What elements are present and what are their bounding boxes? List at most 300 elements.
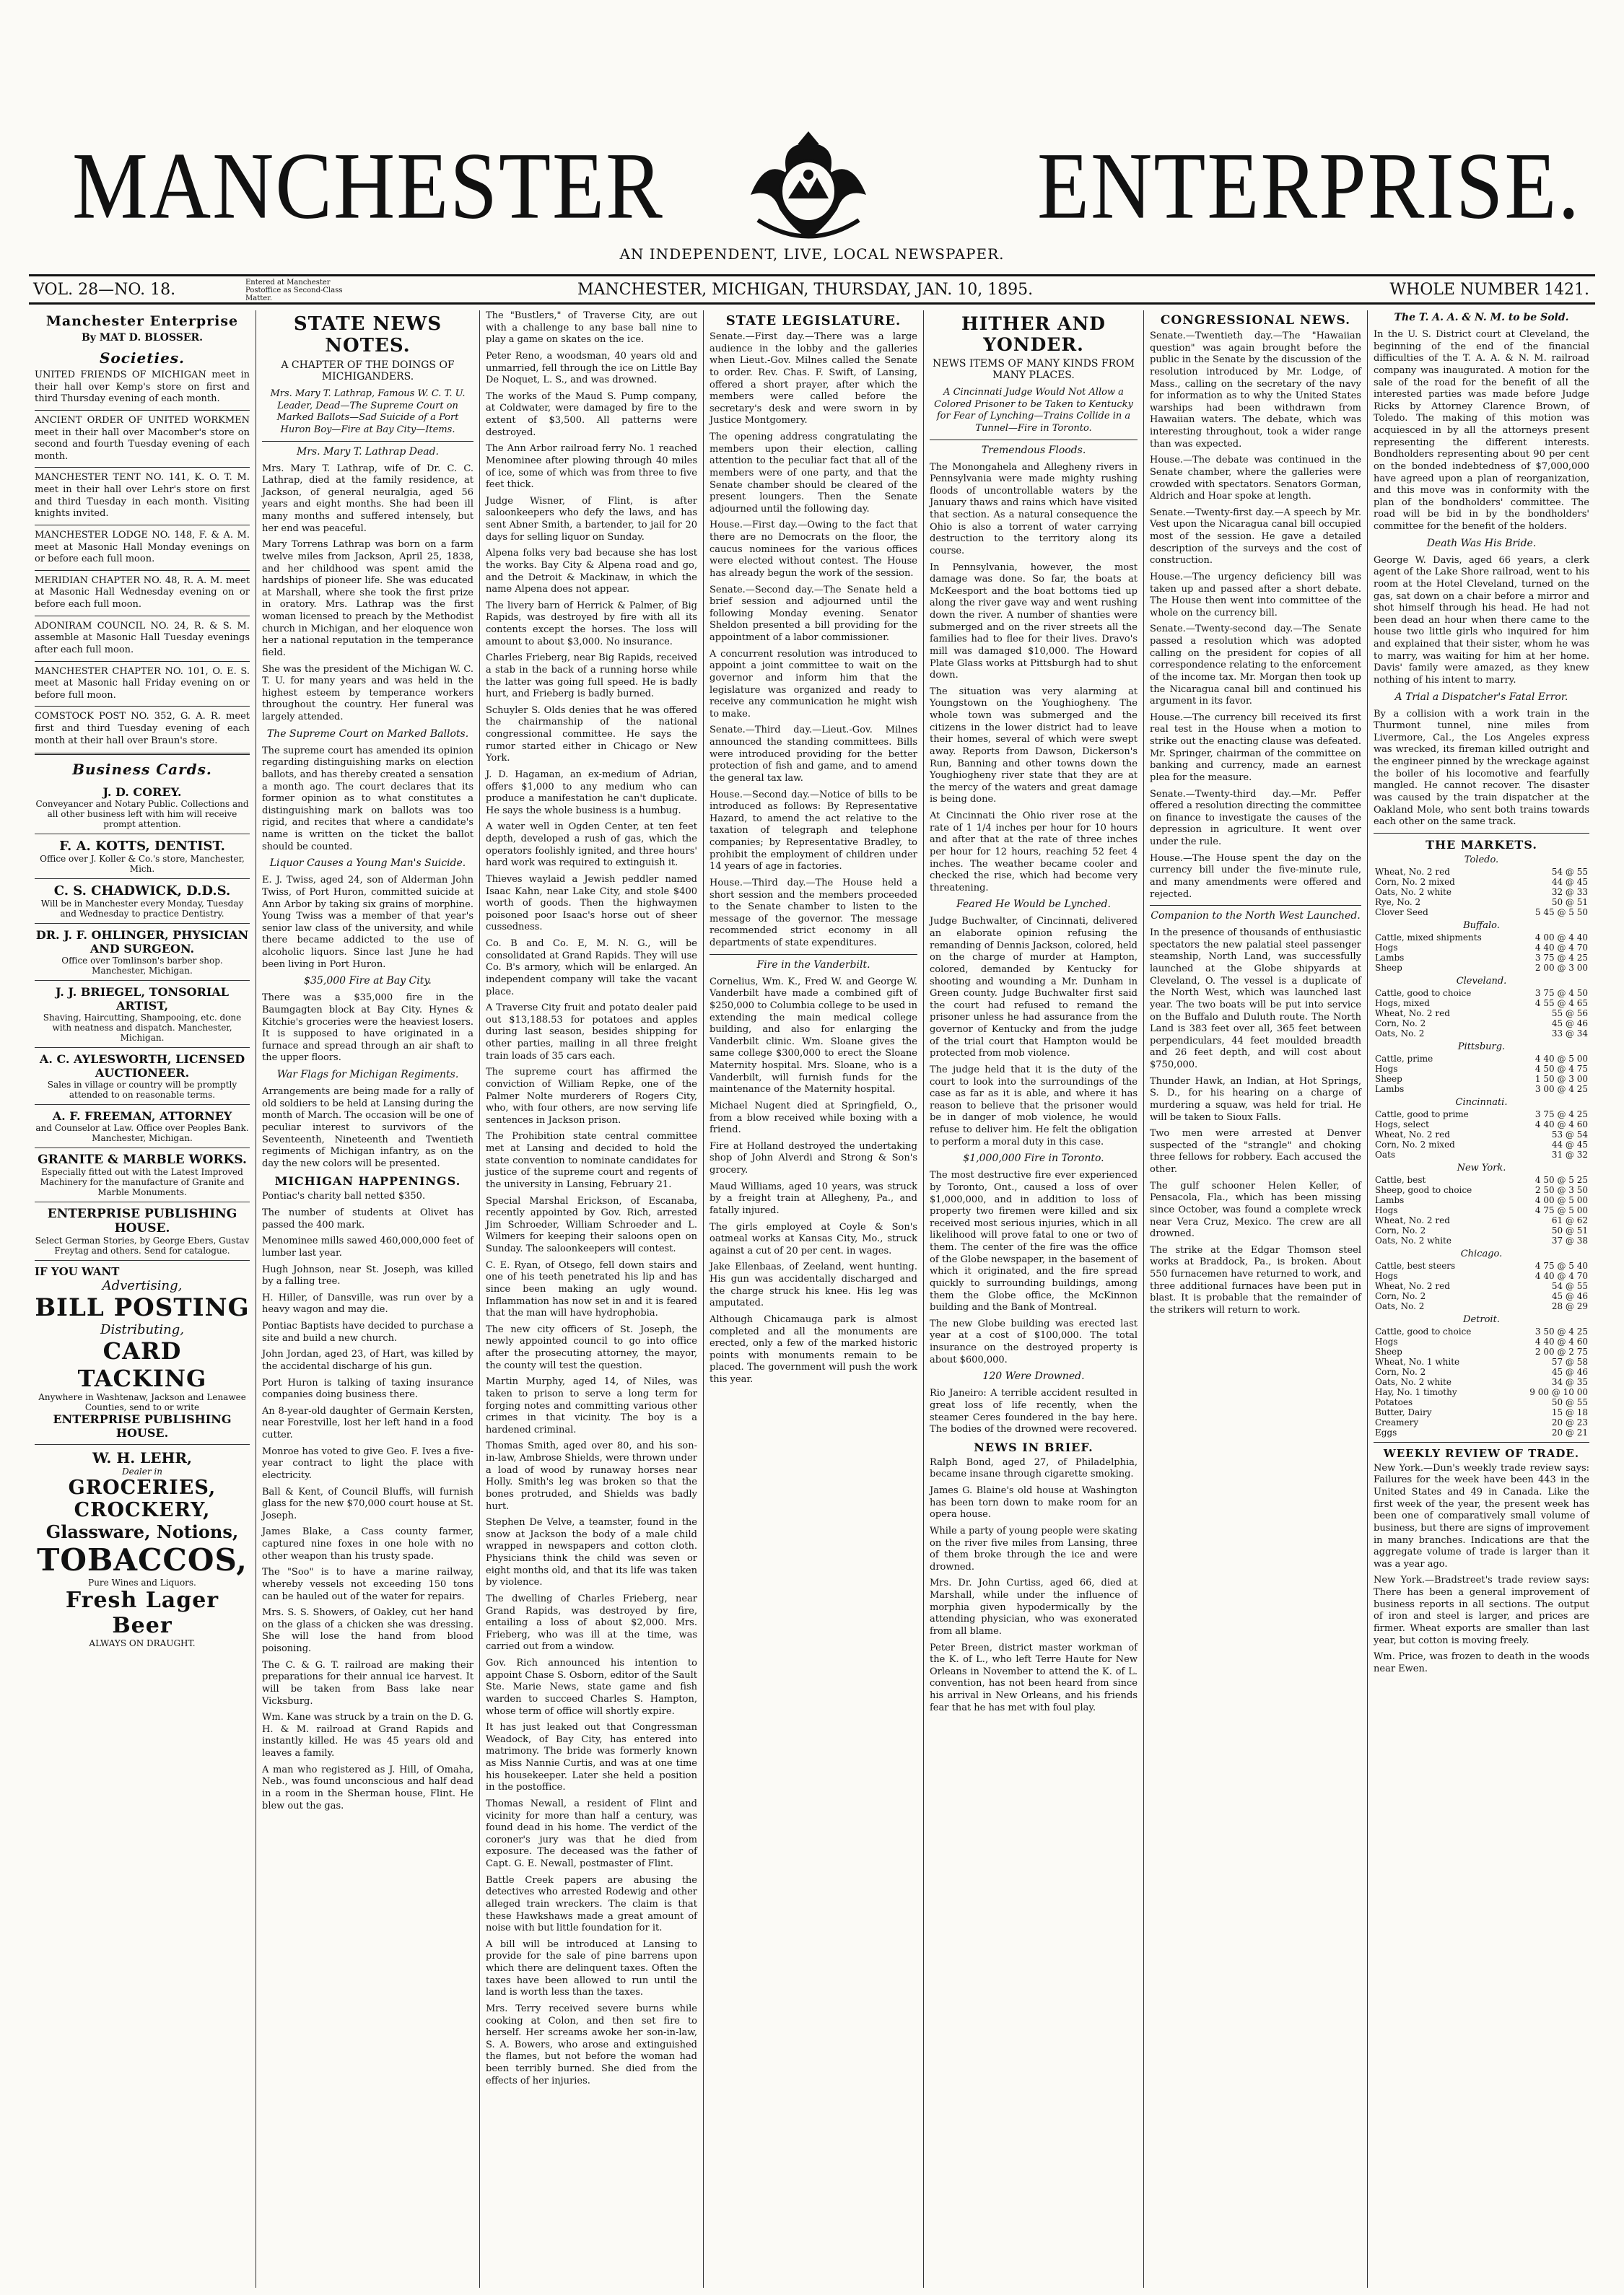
news-brief: The new city officers of St. Joseph, the newly appointed council to go into office after the prosecuting attorney, the mayor, the county will test the question.	[486, 1324, 697, 1371]
article-paragraph: The most destructive fire ever experienced by Toronto, Ont., caused a loss of over $1,000,000, and in addition to loss of property two firemen were killed and six received most serious injuries, which in all likelihood will prove fatal to one or two of them. The center of the fire was the office of the Globe newspaper, in the basement of which it originated, and the fire spread quickly to surrounding buildings, among them the Globe office, the McKinnon building and the Bank of Montreal.	[930, 1170, 1138, 1313]
market-row	[1374, 1291, 1589, 1301]
legislature-heading: STATE LEGISLATURE.	[725, 313, 902, 328]
commodity-name: Cattle, good to choice	[1375, 987, 1472, 998]
bill-posting-ad: IF YOU WANT Advertising, BILL POSTING Distributing, CARD TACKING Anywhere in Washtenaw, Jackson and Lenawee Counties, send to or write ENTERPRISE PUBLISHING HOUSE.	[35, 1261, 250, 1445]
commodity-price: 2 00 @ 3 00	[1534, 962, 1588, 973]
news-brief: Maud Williams, aged 10 years, was struck by a freight train at Allegheny, Pa., and fatally injured.	[710, 1181, 917, 1216]
news-brief: James G. Blaine's old house at Washington has been torn down to make room for an opera house.	[930, 1485, 1138, 1521]
society-item: COMSTOCK POST NO. 352, G. A. R. meet first and third Tuesday evening of each month at their hall over Braun's store.	[35, 711, 250, 746]
market-city: Buffalo.	[1463, 919, 1500, 931]
masthead-title-left: MANCHESTER	[72, 133, 664, 239]
market-row	[1374, 1387, 1589, 1397]
news-brief: Peter Breen, district master workman of the K. of L., who left Terre Haute for New Orleans in November to attend the K. of L. convention, has not been heard from since his arrival in New Orleans, and his friends fear that he has met with foul play.	[930, 1642, 1138, 1713]
market-row	[1374, 867, 1589, 877]
grocery-ad: W. H. LEHR, Dealer in GROCERIES, CROCKERY, Glassware, Notions, TOBACCOS, Pure Wines and Liquors. Fresh Lager Beer ALWAYS ON DRAUGHT.	[37, 1449, 248, 1649]
society-item: MANCHESTER TENT NO. 141, K. O. T. M. meet in their hall over Lehr's store on first and third Tuesday in each month. Visiting knights invited.	[35, 472, 250, 520]
commodity-price: 3 75 @ 4 25	[1534, 1109, 1588, 1119]
article-paragraph: The supreme court has amended its opinion regarding distinguishing marks on election ballots, and has thereby created a sensation a month ago. The court declares that its former opinion as to what constitutes a distinguishing mark on ballots was too rigid, and recites that where a candidate's name is written on the ticket the ballot should be counted.	[262, 745, 473, 852]
commodity-name: Hogs	[1375, 1270, 1398, 1281]
article-paragraph: New York.—Dun's weekly trade review says: Failures for the week have been 443 in the United States and 49 in Canada. Like the first week of the year, the present week has been one of comparatively small volume of business, but there are signs of improvement in many branches. Indications are that the aggregate volume of trade is larger than it was a year ago.	[1374, 1462, 1589, 1570]
commodity-price: 4 50 @ 4 75	[1534, 1063, 1588, 1074]
commodity-name: Wheat, No. 2 red	[1375, 1280, 1450, 1291]
business-card: J. J. BRIEGEL, TONSORIAL ARTIST, Shaving, Haircutting, Shampooing, etc. done with neatness and dispatch. Manchester, Michigan.	[35, 981, 250, 1048]
commodity-name: Wheat, No. 2 red	[1375, 1129, 1450, 1140]
news-brief: The works of the Maud S. Pump company, at Coldwater, were damaged by fire to the extent of $3,500. All patterns were destroyed.	[486, 390, 697, 438]
markets-table	[1374, 854, 1589, 1438]
commodity-name: Hogs	[1375, 1063, 1398, 1074]
news-brief: While a party of young people were skating on the river five miles from Lansing, three of them broke through the ice and were drowned.	[930, 1525, 1138, 1573]
market-row	[1374, 943, 1589, 953]
market-row	[1374, 1281, 1589, 1291]
commodity-name: Cattle, mixed shipments	[1375, 932, 1482, 943]
commodity-price: 4 40 @ 4 60	[1534, 1119, 1588, 1129]
news-brief: Charles Frieberg, near Big Rapids, received a stab in the back of a running horse while the latter was going full speed. He is badly hurt, and Frieberg is badly burned.	[486, 652, 697, 700]
masthead-tagline: AN INDEPENDENT, LIVE, LOCAL NEWSPAPER.	[619, 245, 1005, 263]
market-row	[1374, 1028, 1589, 1039]
commodity-name: Oats, No. 2	[1375, 1300, 1425, 1311]
commodity-name: Eggs	[1375, 1427, 1397, 1438]
commodity-name: Oats, No. 2 white	[1375, 886, 1451, 897]
news-brief: A water well in Ogden Center, at ten feet depth, developed a rush of gas, which the operators foolishly ignited, and three hours' hard work was required to extinguish it.	[486, 821, 697, 869]
market-row	[1374, 1175, 1589, 1185]
news-brief: It has just leaked out that Congressman Weadock, of Bay City, has entered into matrimony. The bride was formerly known as Miss Nannie Curtis, and was at one time his housekeeper. Later she held a position in the postoffice.	[486, 1722, 697, 1793]
commodity-name: Corn, No. 2	[1375, 1290, 1426, 1301]
commodity-price: 3 75 @ 4 50	[1534, 987, 1588, 998]
commodity-price: 4 40 @ 4 70	[1534, 1270, 1588, 1281]
commodity-price: 54 @ 55	[1551, 1280, 1588, 1291]
market-row	[1374, 1377, 1589, 1387]
column-markets	[1368, 310, 1595, 2288]
commodity-name: Cattle, good to prime	[1375, 1109, 1469, 1119]
market-row	[1374, 1074, 1589, 1084]
market-city: New York.	[1457, 1162, 1506, 1173]
news-brief: Jake Ellenbaas, of Zeeland, went hunting. His gun was accidentally discharged and the charge struck his knee. His leg was amputated.	[710, 1262, 917, 1309]
market-city: Cincinnati.	[1455, 1096, 1508, 1108]
commodity-price: 45 @ 46	[1551, 1290, 1588, 1301]
commodity-name: Hay, No. 1 timothy	[1375, 1386, 1457, 1397]
market-row	[1374, 1397, 1589, 1407]
article-paragraph: Arrangements are being made for a rally of old soldiers to be held at Lansing during the month of March. The occasion will be one of peculiar interest to survivors of the Seventeenth, Nineteenth and Twentieth regiments of Michigan infantry, as on the day the new colors will be presented.	[262, 1086, 473, 1169]
society-item: ADONIRAM COUNCIL NO. 24, R. & S. M. assemble at Masonic Hall Tuesday evenings after each full moon.	[35, 620, 250, 655]
article-paragraph: At Cincinnati the Ohio river rose at the rate of 1 1/4 inches per hour for 10 hours and after that at the rate of three inches per hour for 12 hours, reaching 52 feet 4 inches. The weather became cooler and checked the rise, which had become very threatening.	[930, 810, 1138, 893]
society-item: UNITED FRIENDS OF MICHIGAN meet in their hall over Kemp's store on first and third Thursday evening of each month.	[35, 370, 250, 405]
article-paragraph: House.—The currency bill received its first real test in the House when a motion to strike out the enacting clause was defeated. Mr. Springer, chairman of the committee on banking and currency, made an earnest plea for the measure.	[1150, 712, 1361, 783]
market-row	[1374, 1428, 1589, 1438]
market-price-table	[1374, 1175, 1589, 1246]
market-city: Cleveland.	[1456, 975, 1507, 987]
market-row	[1374, 953, 1589, 963]
commodity-price: 4 00 @ 4 40	[1534, 932, 1588, 943]
article-paragraph: Mrs. Mary T. Lathrap, wife of Dr. C. C. Lathrap, died at the family residence, at Jackson, of general neuralgia, aged 56 years and eight months. She had been ill many months and suffered intensely, but her end was peaceful.	[262, 463, 473, 534]
news-brief: H. Hiller, of Dansville, was run over by a heavy wagon and may die.	[262, 1292, 473, 1316]
market-row	[1374, 1140, 1589, 1150]
news-brief: Pontiac Baptists have decided to purchase a site and build a new church.	[262, 1321, 473, 1344]
article-subhead: Mrs. Mary T. Lathrap Dead.	[296, 445, 440, 458]
news-brief: Although Chicamauga park is almost completed and all the monuments are erected, only a few of the marked historic points with monuments remain to be placed. The government will push the work this year.	[710, 1313, 917, 1385]
market-row	[1374, 1054, 1589, 1064]
market-row	[1374, 963, 1589, 973]
article-paragraph: New York.—Bradstreet's trade review says: There has been a general improvement of business reports in all sections. The output of iron and steel is larger, and prices are firmer. Wheat exports are smaller than last year, but cotton is moving freely.	[1374, 1575, 1589, 1646]
article-paragraph: The opening address congratulating the members upon their election, calling attention to the peculiar fact that all of the members were of one party, and that the Senate chamber should be cleared of the present loungers. Then the Senate adjourned until the following day.	[710, 432, 917, 515]
state-news-summary: Mrs. Mary T. Lathrap, Famous W. C. T. U. Leader, Dead—The Supreme Court on Marked Ballots—Sad Suicide of a Port Huron Boy—Fire at Bay City—Items.	[270, 388, 466, 435]
commodity-name: Lambs	[1375, 1083, 1405, 1094]
commodity-name: Oats	[1375, 1149, 1395, 1160]
news-brief: The gulf schooner Helen Keller, of Pensacola, Fla., which has been missing since October, was found a complete wreck near Vera Cruz, Mexico. The crew are all drowned.	[1150, 1180, 1361, 1240]
news-brief: Wm. Price, was frozen to death in the woods near Ewen.	[1374, 1651, 1589, 1674]
news-brief: The dwelling of Charles Frieberg, near Grand Rapids, was destroyed by fire, entailing a loss of about $2,000. Mrs. Frieberg, who was ill at the time, was carried out from a window.	[486, 1593, 697, 1653]
article-paragraph: House.—The House spent the day on the currency bill under the five-minute rule, and many amendments were offered and rejected.	[1150, 852, 1361, 900]
commodity-name: Corn, No. 2 mixed	[1375, 876, 1455, 887]
article-paragraph: Senate.—First day.—There was a large audience in the lobby and the galleries when Lieut.-Gov. Milnes called the Senate to order. Rev. Chas. F. Swift, of Lansing, offered a short prayer, after which the members were called before the secretary's desk and were sworn in by Justice Montgomery.	[710, 331, 917, 427]
volume-number: VOL. 28—NO. 18.	[33, 281, 176, 299]
market-row	[1374, 1084, 1589, 1094]
commodity-price: 4 75 @ 5 00	[1534, 1205, 1588, 1215]
commodity-price: 28 @ 29	[1551, 1300, 1588, 1311]
news-brief: The livery barn of Herrick & Palmer, of Big Rapids, was destroyed by fire with all its contents except the horses. The loss will amount to about $3,000. No insurance.	[486, 600, 697, 647]
article-subhead: 120 Were Drowned.	[982, 1371, 1085, 1383]
commodity-name: Cattle, best	[1375, 1174, 1426, 1185]
article-subhead: War Flags for Michigan Regiments.	[276, 1069, 459, 1080]
market-city: Detroit.	[1463, 1313, 1500, 1325]
commodity-price: 20 @ 23	[1551, 1417, 1588, 1428]
market-row	[1374, 1225, 1589, 1236]
market-city: Chicago.	[1460, 1248, 1503, 1259]
commodity-price: 45 @ 46	[1551, 1366, 1588, 1377]
commodity-price: 33 @ 34	[1551, 1028, 1588, 1039]
whole-number: WHOLE NUMBER 1421.	[1389, 281, 1589, 299]
commodity-price: 50 @ 51	[1551, 896, 1588, 907]
article-paragraph: The Monongahela and Allegheny rivers in Pennsylvania were made mighty rushing floods of uncontrollable waters by the January thaws and rains which have visited that section. As a natural consequence the Ohio is also a torrent of water carrying destruction to the territory along its course.	[930, 461, 1138, 556]
article-paragraph: E. J. Twiss, aged 24, son of Alderman John Twiss, of Port Huron, committed suicide at Ann Arbor by taking six grains of morphine. Young Twiss was a member of that year's senior law class of the university, and while there became addicted to the use of alcoholic liquors. Since last June he had been living in Port Huron.	[262, 875, 473, 970]
news-brief: Hugh Johnson, near St. Joseph, was killed by a falling tree.	[262, 1264, 473, 1288]
news-brief: Thunder Hawk, an Indian, at Hot Springs, S. D., for his hearing on a charge of murdering a squaw, was held for trial. He will be taken to Sioux Falls.	[1150, 1075, 1361, 1123]
article-paragraph: House.—First day.—Owing to the fact that there are no Democrats on the floor, the caucus nominees for the various offices were elected without contest. The House has already begun the work of the session.	[710, 520, 917, 579]
commodity-price: 2 50 @ 3 50	[1534, 1184, 1588, 1195]
news-brief: Thieves waylaid a Jewish peddler named Isaac Kahn, near Lake City, and stole $400 worth of goods. Then the highwaymen poisoned poor Isaac's horse out of sheer cussedness.	[486, 873, 697, 933]
commodity-price: 50 @ 51	[1551, 1225, 1588, 1236]
news-brief: A Traverse City fruit and potato dealer paid out $13,188.53 for potatoes and apples during last season, besides shipping for other parties, mailing in all three freight train loads of 35 cars each.	[486, 1002, 697, 1062]
market-row	[1374, 887, 1589, 897]
markets-heading: THE MARKETS.	[1426, 837, 1537, 852]
news-brief: J. D. Hagaman, an ex-medium of Adrian, offers $1,000 to any medium who can produce a manifestation he can't duplicate. He says the whole business is a humbug.	[486, 769, 697, 816]
business-cards-heading: Business Cards.	[72, 761, 212, 779]
news-brief: Pontiac's charity ball netted $350.	[262, 1191, 426, 1202]
commodity-name: Hogs, mixed	[1375, 997, 1430, 1008]
commodity-price: 4 40 @ 5 00	[1534, 1053, 1588, 1064]
article-subhead: Companion to the North West Launched.	[1151, 910, 1361, 922]
market-city: Pittsburg.	[1457, 1041, 1506, 1052]
issue-date: MANCHESTER, MICHIGAN, THURSDAY, JAN. 10, 1895.	[577, 281, 1034, 299]
editor-line: By MAT D. BLOSSER.	[81, 332, 204, 344]
market-row	[1374, 1261, 1589, 1271]
commodity-name: Corn, No. 2	[1375, 1225, 1426, 1236]
commodity-name: Oats, No. 2 white	[1375, 1235, 1451, 1246]
market-row	[1374, 1109, 1589, 1119]
commodity-price: 2 00 @ 2 75	[1534, 1346, 1588, 1357]
market-row	[1374, 1215, 1589, 1225]
article-paragraph: House.—Second day.—Notice of bills to be introduced as follows: By Representative Hazard, to amend the act relative to the taxation of telegraph and telephone companies; by Representative Bradley, to prohibit the employment of children under 14 years of age in factories.	[710, 789, 917, 873]
commodity-name: Corn, No. 2 mixed	[1375, 1139, 1455, 1150]
news-brief: A man who registered as J. Hill, of Omaha, Neb., was found unconscious and half dead in a room in the Sherman house, Flint. He blew out the gas.	[262, 1764, 473, 1811]
commodity-price: 9 00 @ 10 00	[1529, 1386, 1588, 1397]
news-brief: The number of students at Olivet has passed the 400 mark.	[262, 1207, 473, 1230]
news-brief: Alpena folks very bad because she has lost the works. Bay City & Alpena road and go, and the Detroit & Mackinaw, in which the name Alpena does not appear.	[486, 548, 697, 595]
market-row	[1374, 1018, 1589, 1028]
article-paragraph: The judge held that it is the duty of the court to look into the surroundings of the case as far as it is able, and where it has reason to believe that the prisoner would be in danger of mob violence, he would refuse to deliver him. He felt the obligation to perform a moral duty in this case.	[930, 1064, 1138, 1148]
article-subhead: The T. A. A. & N. M. to be Sold.	[1394, 312, 1569, 323]
news-brief: Co. B and Co. E, M. N. G., will be consolidated at Grand Rapids. They will use Co. B's armory, which will be enlarged. An independent company will take the vacant place.	[486, 938, 697, 997]
column-congress	[1144, 310, 1368, 2288]
granite-works-ad: GRANITE & MARBLE WORKS. Especially fitted out with the Latest Improved Machinery for the manufacture of Granite and Marble Monuments.	[35, 1148, 250, 1202]
news-brief: The girls employed at Coyle & Son's oatmeal works at Kansas City, Mo., struck against a cut of 20 per cent. in wages.	[710, 1221, 917, 1256]
market-row	[1374, 1205, 1589, 1215]
news-brief: An 8-year-old daughter of Germain Kersten, near Forestville, lost her left hand in a food cutter.	[262, 1405, 473, 1441]
commodity-name: Wheat, No. 1 white	[1375, 1356, 1460, 1367]
news-brief: Mrs. S. S. Showers, of Oakley, cut her hand on the glass of a chicken she was dressing. She will lose the hand from blood poisoning.	[262, 1607, 473, 1654]
market-row	[1374, 897, 1589, 907]
columns	[29, 310, 1595, 2288]
market-row	[1374, 1301, 1589, 1311]
news-brief: Judge Wisner, of Flint, is after saloonkeepers who defy the laws, and has sent Abner Smith, a bartender, to jail for 20 days for selling liquor on Sunday.	[486, 495, 697, 543]
hither-yonder-subheading: NEWS ITEMS OF MANY KINDS FROM MANY PLACES.	[933, 358, 1135, 381]
society-item: ANCIENT ORDER OF UNITED WORKMEN meet in their hall over Macomber's store on second and fourth Tuesday evening of each month.	[35, 414, 250, 462]
news-brief: Gov. Rich announced his intention to appoint Chase S. Osborn, editor of the Sault Ste. Marie News, state game and fish warden to succeed Charles S. Hampton, whose term of office will shortly expire.	[486, 1658, 697, 1717]
market-row	[1374, 1008, 1589, 1018]
commodity-price: 3 00 @ 4 25	[1534, 1083, 1588, 1094]
commodity-name: Oats, No. 2 white	[1375, 1376, 1451, 1387]
commodity-price: 5 45 @ 5 50	[1534, 906, 1588, 917]
market-price-table	[1374, 988, 1589, 1039]
business-card: F. A. KOTTS, DENTIST. Office over J. Koller & Co.'s store, Manchester, Mich.	[35, 834, 250, 879]
article-paragraph: There was a $35,000 fire in the Baumgagten block at Bay City. Hynes & Kitchie's groceries were the heaviest losers. It is supposed to have originated in a furnace and spread through an air shaft to the upper floors.	[262, 992, 473, 1064]
article-paragraph: House.—Third day.—The House held a short session and the members proceeded to the Senate chamber to listen to the message of the governor. The message recommended strict economy in all departments of state expenditures.	[710, 877, 917, 948]
masthead-title-right: ENTERPRISE.	[1037, 133, 1581, 239]
article-paragraph: In Pennsylvania, however, the most damage was done. So far, the boats at McKeesport and the boat bottoms tied up along the river gave way and went rushing down the river. A number of shanties were submerged and on the river streets all the families had to flee for their lives. Dravo's mill was damaged $10,000. The Howard Plate Glass works at Pittsburgh had to shut down.	[930, 561, 1138, 681]
news-brief: The strike at the Edgar Thomson steel works at Braddock, Pa., is broken. About 550 furnacemen have returned to work, and three additional furnaces have been put in blast. It is probable that the remainder of the strikers will return to work.	[1150, 1244, 1361, 1316]
commodity-name: Cattle, prime	[1375, 1053, 1433, 1064]
news-brief: Wm. Kane was struck by a train on the D. G. H. & M. railroad at Grand Rapids and instantly killed. He was 45 years old and leaves a family.	[262, 1712, 473, 1759]
article-paragraph: In the presence of thousands of enthusiastic spectators the new palatial steel passenger steamship, North Land, was successfully launched at the Globe shipyards at Cleveland, O. The vessel is a duplicate of the North West, which was launched last year. The two boats will be put into service on the Buffalo and Duluth route. The North Land is 383 feet over all, 365 feet between perpendiculars, 44 feet moulded breadth and 26 feet depth, and will cost about $750,000.	[1150, 927, 1361, 1070]
column-state-items	[480, 310, 704, 2288]
commodity-price: 4 40 @ 4 70	[1534, 942, 1588, 953]
commodity-price: 50 @ 55	[1551, 1396, 1588, 1407]
society-item: MANCHESTER LODGE NO. 148, F. & A. M. meet at Masonic Hall Monday evenings on or before each full moon.	[35, 529, 250, 565]
article-paragraph: She was the president of the Michigan W. C. T. U. for many years and was held in the highest esteem by temperance workers throughout the country. Her funeral was largely attended.	[262, 663, 473, 722]
business-card: C. S. CHADWICK, D.D.S. Will be in Manchester every Monday, Tuesday and Wednesday to practice Dentistry.	[35, 879, 250, 924]
news-brief: Stephen De Velve, a teamster, found in the snow at Jackson the body of a male child wrapped in newspapers and cotton cloth. Physicians think the child was seven or eight months old, and that its life was taken by violence.	[486, 1517, 697, 1588]
news-brief: The Prohibition state central committee met at Lansing and decided to hold the state convention to nominate candidates for justice of the supreme court and regents of the university in Lansing, February 21.	[486, 1131, 697, 1190]
article-paragraph: Mary Torrens Lathrap was born on a farm twelve miles from Jackson, April 25, 1838, and her childhood was spent amid the hardships of pioneer life. She was educated at Marshall, where she took the first prize in oratory. Mrs. Lathrap was the first woman licensed to preach by the Methodist church in Michigan, and her eloquence won her a national reputation in the temperance field.	[262, 539, 473, 658]
news-brief: John Jordan, aged 23, of Hart, was killed by the accidental discharge of his gun.	[262, 1349, 473, 1372]
hither-yonder-summary: A Cincinnati Judge Would Not Allow a Colored Prisoner to be Taken to Kentucky for Fear of Lynching—Trains Collide in a Tunnel—Fire in Toronto.	[934, 387, 1133, 434]
societies-heading: Societies.	[99, 349, 185, 367]
commodity-price: 1 50 @ 3 00	[1534, 1073, 1588, 1084]
commodity-price: 34 @ 35	[1551, 1376, 1588, 1387]
business-card: DR. J. F. OHLINGER, PHYSICIAN AND SURGEON. Office over Tomlinson's barber shop. Manchester, Michigan.	[35, 924, 250, 981]
commodity-name: Sheep	[1375, 1073, 1402, 1084]
commodity-price: 44 @ 45	[1551, 1139, 1588, 1150]
article-paragraph: House.—The debate was continued in the Senate chamber, where the galleries were crowded with spectators. Senators Gorman, Aldrich and Hoar spoke at length.	[1150, 455, 1361, 502]
commodity-name: Clover Seed	[1375, 906, 1428, 917]
news-brief: Battle Creek papers are abusing the detectives who arrested Rodewig and other alleged train wreckers. The claim is that these Hawkshaws made a great amount of noise with but little foundation for it.	[486, 1874, 697, 1934]
commodity-price: 54 @ 55	[1551, 866, 1588, 877]
market-row	[1374, 1129, 1589, 1140]
society-item: MERIDIAN CHAPTER NO. 48, R. A. M. meet at Masonic Hall Wednesday evening on or before each full moon.	[35, 574, 250, 610]
commodity-name: Butter, Dairy	[1375, 1407, 1432, 1417]
news-brief: The C. & G. T. railroad are making their preparations for their annual ice harvest. It will be taken from Bass lake near Vicksburg.	[262, 1659, 473, 1707]
article-subhead: Liquor Causes a Young Man's Suicide.	[269, 857, 466, 870]
postal-entry-note: Entered at Manchester Postoffice as Second-Class Matter.	[245, 279, 343, 302]
commodity-price: 4 50 @ 5 25	[1534, 1174, 1588, 1185]
article-paragraph: Senate.—Twentieth day.—The "Hawaiian question" was again brought before the public in the Senate by the discussion of the resolution introduced by Mr. Lodge, of Mass., calling on the secretary of the navy for information as to why the United States warships had been withdrawn from Hawaiian waters. The debate, which was interesting throughout, took a wider range than was expected.	[1150, 331, 1361, 450]
commodity-price: 15 @ 18	[1551, 1407, 1588, 1417]
market-row	[1374, 1195, 1589, 1205]
commodity-price: 4 55 @ 4 65	[1534, 997, 1588, 1008]
commodity-price: 61 @ 62	[1551, 1215, 1588, 1225]
news-brief: Port Huron is talking of taxing insurance companies doing business there.	[262, 1377, 473, 1401]
market-price-table	[1374, 1109, 1589, 1160]
market-row	[1374, 1357, 1589, 1367]
business-card: A. C. AYLESWORTH, LICENSED AUCTIONEER. Sales in village or country will be promptly attended to on reasonable terms.	[35, 1048, 250, 1105]
article-subhead: Death Was His Bride.	[1426, 537, 1537, 549]
commodity-name: Cattle, best steers	[1375, 1260, 1456, 1271]
news-brief: Thomas Smith, aged over 80, and his son-in-law, Ambrose Shields, were thrown under a load of wood by runaway horses near Holly. Smith's leg was broken so that the bones protruded, and Shields was badly hurt.	[486, 1441, 697, 1512]
news-brief: Mrs. Dr. John Curtiss, aged 66, died at Marshall, while under the influence of morphia given hypodermically by the attending physician, who was exonerated from all blame.	[930, 1578, 1138, 1637]
commodity-name: Oats, No. 2	[1375, 1028, 1425, 1039]
news-brief: Ralph Bond, aged 27, of Philadelphia, became insane through cigarette smoking.	[930, 1456, 1138, 1480]
article-paragraph: In the U. S. District court at Cleveland, the beginning of the end of the financial difficulties of the T. A. A. & N. M. railroad company was inaugurated. A motion for the sale of the road for the benefit of all the interested parties was made before Judge Ricks by Attorney Clarence Brown, of Toledo. The making of this motion was acquiesced in by all the attorneys present representing the different interests. Bondholders representing about 90 per cent on the bonded indebtedness of $7,000,000 have agreed upon a plan of reorganization, and this move was in conformity with the plan of the bondholders' committee. The road will be bid in by the bondholders' committee for the benefit of the holders.	[1374, 329, 1589, 532]
congressional-heading: CONGRESSIONAL NEWS.	[1160, 313, 1351, 328]
commodity-name: Corn, No. 2	[1375, 1018, 1426, 1028]
article-paragraph: By a collision with a work train in the Thurmont tunnel, nine miles from Livermore, Cal., the Los Angeles express was wrecked, its fireman killed outright and the engineer pinned by the wreckage against the boiler of his locomotive and fearfully mangled. He cannot recover. The disaster was caused by the train dispatcher at the Oakland Mole, who sent both trains towards each other on the same track.	[1374, 708, 1590, 828]
market-row	[1374, 1185, 1589, 1195]
market-row	[1374, 1367, 1589, 1377]
market-row	[1374, 1150, 1589, 1160]
commodity-price: 37 @ 38	[1551, 1235, 1588, 1246]
business-card: A. F. FREEMAN, ATTORNEY and Counselor at Law. Office over Peoples Bank. Manchester, Michigan.	[35, 1105, 250, 1148]
news-brief: Peter Reno, a woodsman, 40 years old and unmarried, fell through the ice on Little Bay De Noquet, L. S., and was drowned.	[486, 350, 697, 386]
article-subhead: A Trial a Dispatcher's Fatal Error.	[1394, 691, 1568, 703]
market-price-table	[1374, 932, 1589, 973]
market-price-table	[1374, 1054, 1589, 1094]
dateline-bar	[29, 274, 1595, 305]
news-brief: Ball & Kent, of Council Bluffs, will furnish glass for the new $70,000 court house at St. Joseph.	[262, 1486, 473, 1521]
article-paragraph: Senate.—Second day.—The Senate held a brief session and adjourned until the following Monday evening. Senator Sheldon presented a bill providing for the appointment of a labor commissioner.	[710, 584, 917, 643]
market-city: Toledo.	[1464, 854, 1499, 865]
news-in-brief-heading: NEWS IN BRIEF.	[974, 1440, 1093, 1454]
market-row	[1374, 932, 1589, 943]
state-news-heading: STATE NEWS NOTES.	[293, 313, 442, 357]
article-paragraph: George W. Davis, aged 66 years, a clerk agent of the Lake Shore railroad, went to his room at the Hotel Cleveland, turned on the gas, sat down on a chair before a mirror and shot himself through his head. He had not been dead an hour when there came to the house two little girls who inquired for him and explained that their sister, whom he was to marry, was waiting for him at her home. Davis' family were amazed, as they knew nothing of his intent to marry.	[1374, 554, 1589, 686]
market-row	[1374, 1347, 1589, 1357]
article-subhead: $1,000,000 Fire in Toronto.	[963, 1153, 1104, 1165]
commodity-price: 53 @ 54	[1551, 1129, 1588, 1140]
market-row	[1374, 1337, 1589, 1347]
article-paragraph: A concurrent resolution was introduced to appoint a joint committee to wait on the governor and inform him that the legislature was organized and ready to receive any communication he might wish to make.	[710, 648, 917, 720]
news-brief: The Ann Arbor railroad ferry No. 1 reached Menominee after plowing through 40 miles of ice, some of which was from three to five feet thick.	[486, 443, 697, 491]
commodity-name: Hogs	[1375, 942, 1398, 953]
news-brief: Menominee mills sawed 460,000,000 feet of lumber last year.	[262, 1236, 473, 1259]
commodity-name: Sheep	[1375, 1346, 1402, 1357]
commodity-name: Wheat, No. 2 red	[1375, 1215, 1450, 1225]
market-row	[1374, 1236, 1589, 1246]
news-brief: A bill will be introduced at Lansing to provide for the sale of pine barrens upon which there are delinquent taxes. Often the taxes have been allowed to run until the land is worth less than the taxes.	[486, 1938, 697, 1998]
news-brief: Schuyler S. Olds denies that he was offered the chairmanship of the national congressional committee. He says the rumor started either in Chicago or New York.	[486, 704, 697, 764]
news-brief: The "Soo" is to have a marine railway, whereby vessels not exceeding 150 tons can be hauled out of the water for repairs.	[262, 1567, 473, 1602]
article-subhead: $35,000 Fire at Bay City.	[304, 975, 432, 987]
commodity-name: Sheep	[1375, 962, 1402, 973]
commodity-name: Rye, No. 2	[1375, 896, 1421, 907]
commodity-price: 3 50 @ 4 25	[1534, 1326, 1588, 1337]
commodity-name: Sheep, good to choice	[1375, 1184, 1472, 1195]
column-state-news	[256, 310, 480, 2288]
commodity-price: 4 40 @ 4 60	[1534, 1336, 1588, 1347]
commodity-name: Hogs, select	[1375, 1119, 1429, 1129]
commodity-price: 4 75 @ 5 40	[1534, 1260, 1588, 1271]
commodity-name: Lambs	[1375, 1194, 1405, 1205]
market-row	[1374, 877, 1589, 887]
news-brief: Fire at Holland destroyed the undertaking shop of John Alverdi and Strong & Son's grocery.	[710, 1140, 917, 1176]
market-row	[1374, 1407, 1589, 1417]
market-row	[1374, 907, 1589, 917]
news-brief: Special Marshal Erickson, of Escanaba, recently appointed by Gov. Rich, arrested Jim Schroeder, William Schroeder and L. Wilmers for keeping their saloons open on Sunday. The saloonkeepers will contest.	[486, 1195, 697, 1254]
article-paragraph: Senate.—Twenty-third day.—Mr. Peffer offered a resolution directing the committee on finance to investigate the causes of the depression in agriculture. It went over under the rule.	[1150, 788, 1361, 847]
publishing-house-ad: ENTERPRISE PUBLISHING HOUSE. Select German Stories, by George Ebers, Gustav Freytag and others. Send for catalogue.	[35, 1202, 250, 1261]
market-row	[1374, 1326, 1589, 1337]
column-directory	[29, 310, 256, 2288]
commodity-name: Wheat, No. 2 red	[1375, 1007, 1450, 1018]
news-brief: James Blake, a Cass county farmer, captured nine foxes in one hole with no other weapon than his trusty spade.	[262, 1526, 473, 1562]
article-subhead: Fire in the Vanderbilt.	[756, 958, 870, 971]
article-paragraph: Senate.—Twenty-first day.—A speech by Mr. Vest upon the Nicaragua canal bill occupied most of the session. He gave a detailed description of the surveys and the cost of construction.	[1150, 507, 1361, 567]
article-paragraph: Senate.—Third day.—Lieut.-Gov. Milnes announced the standing committees. Bills were introduced providing for the better protection of fish and game, and to amend the general tax law.	[710, 725, 917, 784]
market-row	[1374, 998, 1589, 1008]
market-row	[1374, 1417, 1589, 1428]
commodity-name: Creamery	[1375, 1417, 1419, 1428]
masthead	[29, 130, 1595, 245]
commodity-name: Hogs	[1375, 1205, 1398, 1215]
commodity-price: 3 75 @ 4 25	[1534, 952, 1588, 963]
column-legislature	[704, 310, 924, 2288]
commodity-name: Potatoes	[1375, 1396, 1413, 1407]
commodity-name: Lambs	[1375, 952, 1405, 963]
article-subhead: The Supreme Court on Marked Ballots.	[266, 727, 469, 740]
commodity-price: 20 @ 21	[1551, 1427, 1588, 1438]
commodity-price: 4 00 @ 5 00	[1534, 1194, 1588, 1205]
article-paragraph: The new Globe building was erected last year at a cost of $100,000. The total insurance on the destroyed property is about $600,000.	[930, 1318, 1138, 1365]
news-brief: Thomas Newall, a resident of Flint and vicinity for more than half a century, was found dead in his home. The verdict of the coroner's jury was that he died from exposure. The deceased was the father of Capt. G. E. Newall, postmaster of Flint.	[486, 1798, 697, 1869]
news-brief: Two men were arrested at Denver suspected of the "strangle" and choking three fellows for robbery. Each accused the other.	[1150, 1128, 1361, 1175]
happenings-heading: MICHIGAN HAPPENINGS.	[274, 1174, 461, 1189]
article-subhead: Feared He Would be Lynched.	[956, 899, 1111, 911]
state-news-subheading: A CHAPTER OF THE DOINGS OF MICHIGANDERS.	[281, 359, 455, 382]
business-card: J. D. COREY. Conveyancer and Notary Public. Collections and all other business left with him will receive prompt attention.	[35, 781, 250, 834]
column-hither-yonder	[924, 310, 1144, 2288]
commodity-price: 55 @ 56	[1551, 1007, 1588, 1018]
market-row	[1374, 1271, 1589, 1281]
article-paragraph: The situation was very alarming at Youngstown on the Youghiogheny. The whole town was submerged and the citizens in the lower district had to leave their homes, several of which were swept away. Reports from Dawson, Dickerson's Run, Banning and other towns down the Youghiogheny river state that they are at the mercy of the waters and great damage is being done.	[930, 686, 1138, 805]
market-row	[1374, 1064, 1589, 1074]
commodity-name: Wheat, No. 2 red	[1375, 866, 1450, 877]
article-paragraph: House.—The urgency deficiency bill was taken up and passed after a short debate. The House then went into committee of the whole on the currency bill.	[1150, 571, 1361, 618]
commodity-price: 32 @ 33	[1551, 886, 1588, 897]
article-paragraph: Cornelius, Wm. K., Fred W. and George W. Vanderbilt have made a combined gift of $250,000 to Columbia college to be used in extending the main medical college building, and also for enlarging the Vanderbilt clinic. Wm. Sloane gives the same college $300,000 to erect the Sloane Maternity hospital. Mrs. Sloane, who is a Vanderbilt, will furnish funds for the maintenance of the Maternity hospital.	[710, 976, 917, 1096]
commodity-name: Corn, No. 2	[1375, 1366, 1426, 1377]
commodity-price: 31 @ 32	[1551, 1149, 1588, 1160]
commodity-name: Hogs	[1375, 1336, 1398, 1347]
article-paragraph: Rio Janeiro: A terrible accident resulted in great loss of life recently, when the steamer Ceres foundered in the bay here. The bodies of the drowned were recovered.	[930, 1388, 1138, 1435]
market-price-table	[1374, 867, 1589, 917]
